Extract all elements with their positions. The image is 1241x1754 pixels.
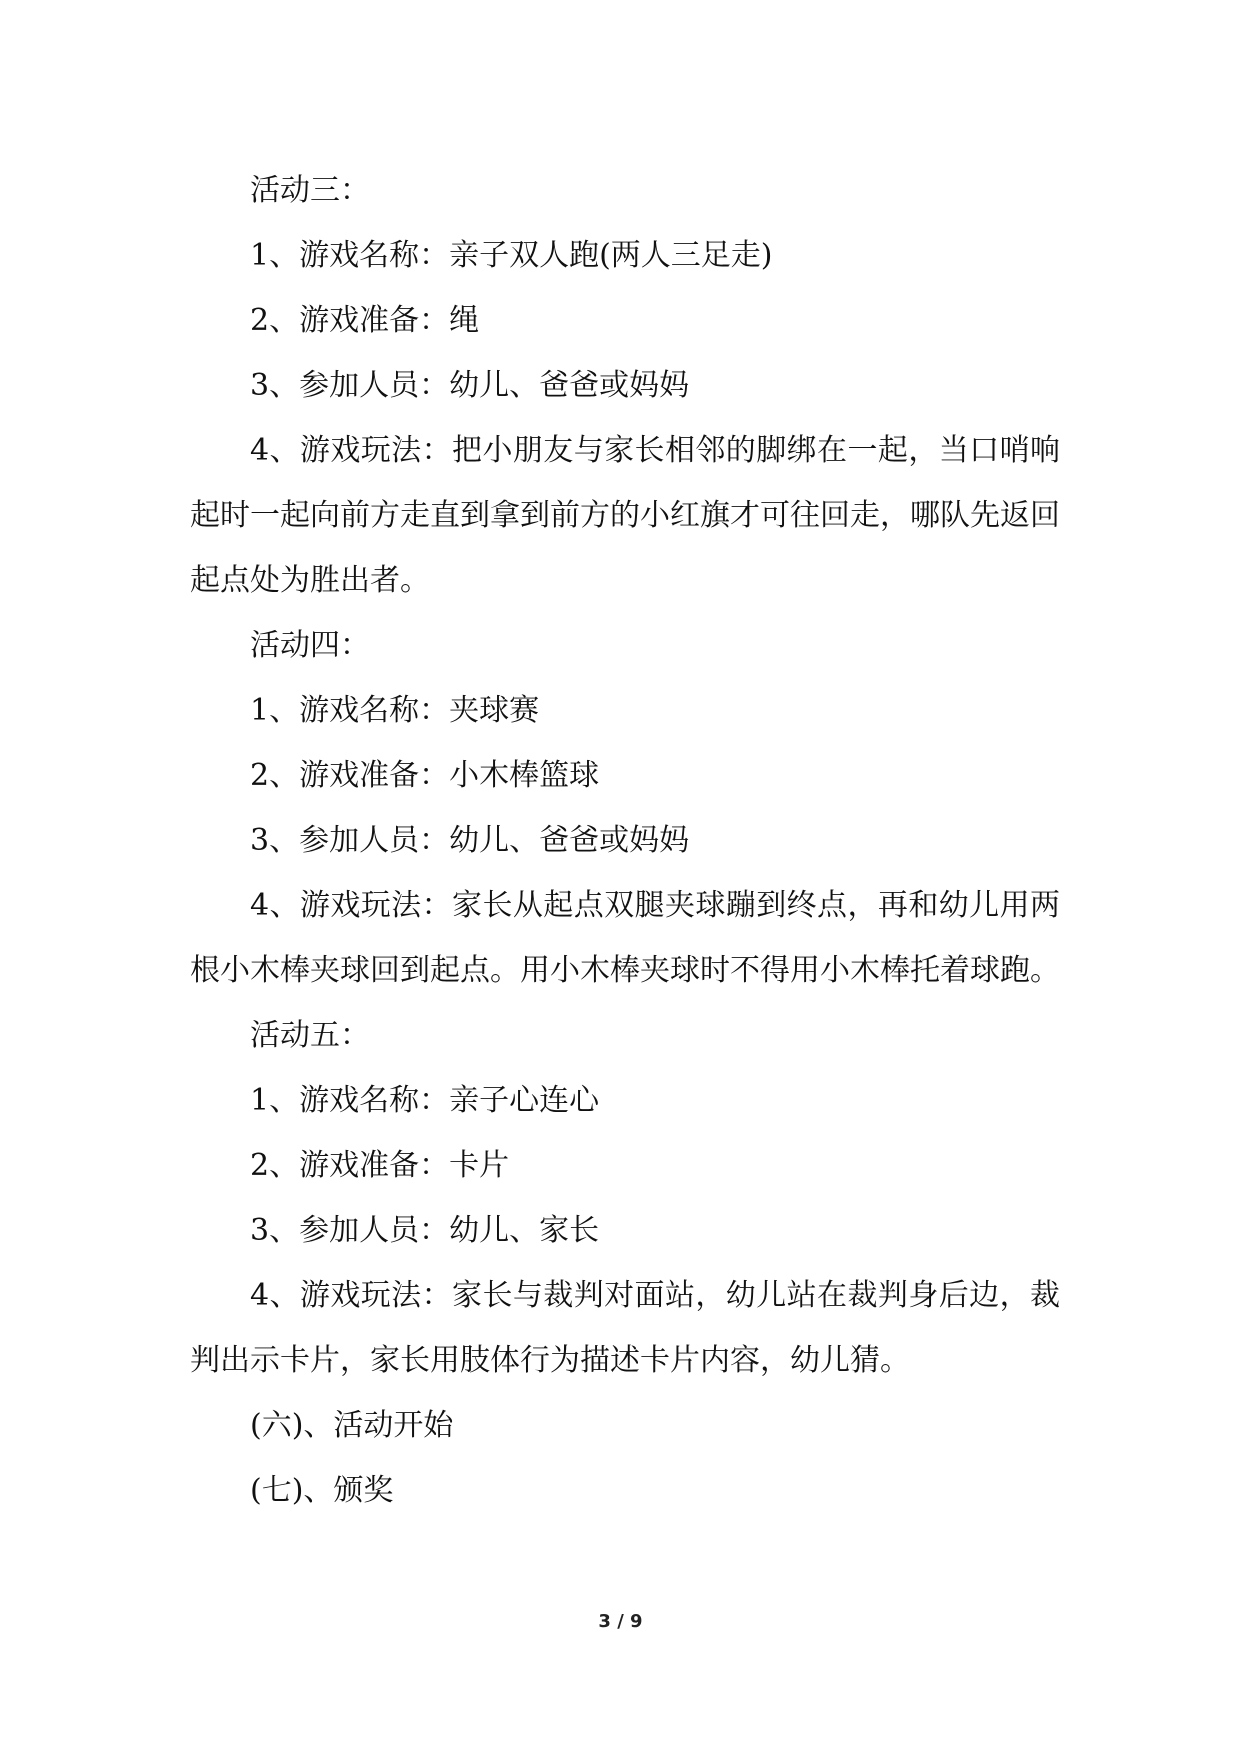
section-heading-awards: (七)、颁奖: [250, 1473, 394, 1508]
list-item: 1、游戏名称：夹球赛: [250, 693, 540, 728]
section-heading-activity-start: (六)、活动开始: [250, 1408, 454, 1443]
section-heading-activity-4: 活动四：: [250, 628, 370, 663]
list-item-gameplay: 4、游戏玩法：家长从起点双腿夹球蹦到终点，再和幼儿用两根小木棒夹球回到起点。用小木棒夹球时不得用小木棒托着球跑。: [190, 888, 1060, 988]
list-item: 1、游戏名称：亲子双人跑(两人三足走): [250, 238, 773, 273]
list-item: 3、参加人员：幼儿、爸爸或妈妈: [250, 368, 690, 403]
list-item: 2、游戏准备：绳: [250, 303, 480, 338]
document-body: [190, 158, 1060, 1523]
list-item: 3、参加人员：幼儿、爸爸或妈妈: [250, 823, 690, 858]
list-item-gameplay: 4、游戏玩法：家长与裁判对面站，幼儿站在裁判身后边，裁判出示卡片，家长用肢体行为描述卡片内容，幼儿猜。: [190, 1278, 1060, 1378]
list-item: 1、游戏名称：亲子心连心: [250, 1083, 600, 1118]
list-item: 2、游戏准备：卡片: [250, 1148, 510, 1183]
list-item: 3、参加人员：幼儿、家长: [250, 1213, 600, 1248]
section-heading-activity-3: 活动三：: [250, 173, 370, 208]
section-heading-activity-5: 活动五：: [250, 1018, 370, 1053]
page-number: 3 / 9: [598, 1611, 643, 1632]
list-item-gameplay: 4、游戏玩法：把小朋友与家长相邻的脚绑在一起，当口哨响起时一起向前方走直到拿到前方的小红旗才可往回走，哪队先返回起点处为胜出者。: [190, 433, 1060, 598]
list-item: 2、游戏准备：小木棒篮球: [250, 758, 600, 793]
